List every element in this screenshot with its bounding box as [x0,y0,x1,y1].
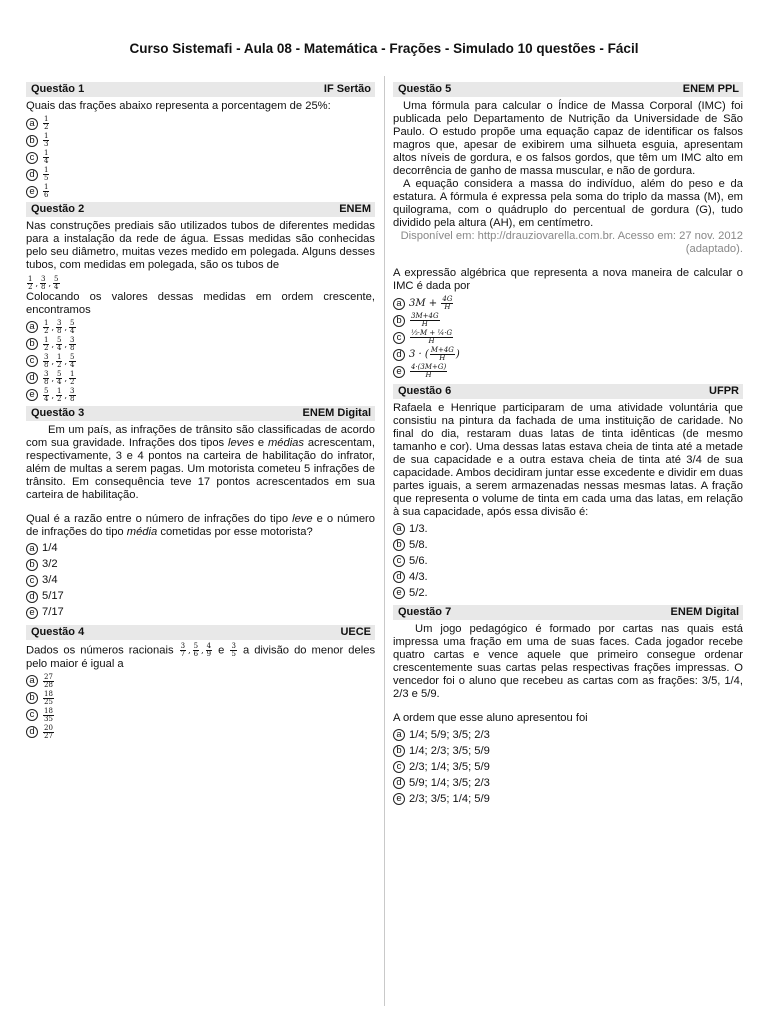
question-label: Questão 3 [31,406,85,419]
option-letter: c [26,709,38,721]
option-a[interactable] [393,295,743,312]
option-c[interactable] [393,759,743,775]
question-source: UECE [340,625,371,638]
option-text: 3/4 [42,574,58,586]
option-letter: e [393,793,405,805]
options-list [26,673,375,741]
question-label: Questão 2 [31,203,85,215]
option-text: 1/3. [409,522,428,535]
question-header [393,82,743,97]
fraction: $\frac{20}{27}$ [44,723,53,740]
question-prompt: A expressão algébrica que representa a nova maneira de calcular o IMC é dada por [393,267,743,292]
option-letter: a [26,675,38,687]
question-header [26,202,375,217]
question-label: Questão 7 [398,606,452,618]
option-d[interactable] [26,589,375,605]
option-letter: b [26,692,38,704]
options-list [393,727,743,807]
formula: $\frac{\text{⅓·M + ¼·G}}{H}$ [411,329,453,345]
option-text: 5/9; 1/4; 3/5; 2/3 [409,776,490,789]
options-list [26,541,375,621]
option-b[interactable] [26,557,375,573]
question-text: Um jogo pedagógico é formado por cartas nas quais está impressa uma fração em uma de suas faces. Cada jogador recebe quatro cartas e vence aquele que primeiro consegue ordenar crescentemente suas cartas pelas respectivas frações impressas. O vencedor foi o aluno que recebeu as cartas com as frações: 3/5, 1/4, 2/3 e 5/9. [393,623,743,700]
fraction: $\frac{5}{4}$ [57,369,62,386]
option-letter: e [26,186,38,198]
option-e[interactable] [26,605,375,621]
option-c[interactable] [26,573,375,589]
column-divider [384,76,385,1006]
option-letter: e [26,389,38,401]
question-5 [393,82,743,380]
question-source: ENEM Digital [302,406,371,419]
option-letter: a [26,321,38,333]
right-column [393,82,743,809]
question-text-2: A equação considera a massa do indivíduo, além do peso e da estatura. A fórmula é expressa pela soma do triplo da massa (M), em quilograma, com o quádruplo do percentual de gordura (G), tudo dividido pela altura (AH), em centímetro. [393,178,743,229]
option-letter: d [393,349,405,361]
fraction: $\frac{1}{2}$ [70,369,75,386]
option-letter: b [393,539,405,551]
fraction: $\frac{5}{4}$ [57,335,62,352]
formula: 3M + $\frac{4G}{H}$ [409,295,453,311]
option-d[interactable]: d $\frac{3}{8}$ , $\frac{5}{4}$ , $\frac{1}{2}$ [26,370,375,387]
option-letter: d [393,571,405,583]
question-source: IF Sertão [323,83,371,95]
fraction: $\frac{1}{2}$ [28,275,33,291]
option-text: 1/4; 2/3; 3/5; 5/9 [409,744,490,757]
option-letter: e [26,607,38,619]
question-header [393,384,743,399]
fraction: $\frac{1}{2}$ [44,115,49,131]
option-letter: a [393,729,405,741]
question-3 [26,406,375,621]
formula: $\frac{3M+4G}{H}$ [411,312,439,328]
question-source: ENEM [339,203,371,215]
fraction: $\frac{1}{3}$ [44,132,49,148]
question-header [26,82,375,97]
fraction: $\frac{18}{25}$ [44,689,53,706]
fraction: $\frac{3}{8}$ [70,386,75,403]
option-c[interactable] [26,707,375,724]
option-b[interactable] [26,132,375,149]
option-letter: d [26,726,38,738]
option-a[interactable]: a $\frac{1}{2}$ , $\frac{3}{8}$ , $\frac{5}{4}$ [26,319,375,336]
fraction: $\frac{3}{8}$ [57,318,62,335]
question-text-2: Colocando os valores dessas medidas em ordem crescente, encontramos [26,290,375,316]
left-column [26,82,375,743]
option-d[interactable] [26,166,375,183]
option-letter: c [26,152,38,164]
option-text: 4/3. [409,570,428,583]
source-note: Disponível em: http://drauziovarella.com.br. Acesso em: 27 nov. 2012 (adaptado). [400,230,743,255]
option-e[interactable] [26,183,375,200]
question-prompt: A ordem que esse aluno apresentou foi [393,712,588,724]
option-letter: a [393,523,405,535]
question-source: ENEM Digital [670,606,739,618]
option-b[interactable] [26,690,375,707]
question-source: UFPR [709,385,739,397]
question-header [26,625,375,640]
option-c[interactable] [393,329,743,346]
option-letter: d [26,591,38,603]
fraction: $\frac{1}{6}$ [44,183,49,199]
fraction: $\frac{5}{4}$ [44,386,49,403]
fraction: $\frac{5}{4}$ [70,352,75,369]
fraction: $\frac{3}{8}$ [44,352,49,369]
question-prompt: Qual é a razão entre o número de infrações do tipo leve e o número de infrações do tipo média cometidas por esse motorista? [26,512,375,538]
option-a[interactable] [26,115,375,132]
option-letter: c [393,332,405,344]
question-text: Rafaela e Henrique participaram de uma atividade voluntária que consistiu na pintura da fachada de uma instituição de caridade. No final do dia, restaram duas latas de tinta idênticas (de mesmo tamanho e cor). Uma dessas latas estava cheia de tinta até a metade de sua capacidade e a outra estava cheia de tinta até 3/4 de sua capacidade. Ambos decidiram juntar esse excedente e dividir em duas partes iguais, a serem armazenadas nessas mesmas latas. A fração que representa o volume de tinta em cada uma das latas, em relação à sua capacidade, após essa divisão é: [393,402,743,518]
option-b[interactable] [393,537,743,553]
option-a[interactable] [393,727,743,743]
page-title: Curso Sistemafi - Aula 08 - Matemática - Frações - Simulado 10 questões - Fácil [129,41,639,56]
question-2 [26,202,375,404]
question-1 [26,82,375,200]
option-letter: a [26,118,38,130]
option-text: 2/3; 1/4; 3/5; 5/9 [409,760,490,773]
option-c[interactable] [26,149,375,166]
options-list [26,319,375,404]
option-text: 5/8. [409,538,428,551]
fraction: $\frac{3}{7}$ [180,641,186,658]
option-letter: c [393,761,405,773]
question-text: Uma fórmula para calcular o Índice de Massa Corporal (IMC) foi publicada pelo Departamento de Nutrição da Universidade de São Paulo. O estudo propõe uma equação capaz de identificar os falsos magros que, apesar de exibirem uma silhueta esguia, apresentam altos níveis de gordura, e os falsos gordos, que têm um IMC alto em decorrência de ganho de massa muscular, e não de gordura. [393,100,743,177]
question-text: Nas construções prediais são utilizados tubos de diferentes medidas para a instalação da rede de água. Essas medidas são conhecidas pelo seu diâmetro, muitas vezes medido em polegada. Alguns desses tubos, com medidas em polegada, são os tubos de [26,220,375,271]
question-header [26,406,375,421]
option-letter: a [26,543,38,555]
option-letter: b [26,135,38,147]
option-a[interactable] [26,541,375,557]
option-letter: d [26,169,38,181]
option-b[interactable] [393,312,743,329]
fraction: $\frac{1}{2}$ [44,335,49,352]
fraction: $\frac{3}{8}$ [70,335,75,352]
option-c[interactable]: c $\frac{3}{8}$ , $\frac{1}{2}$ , $\frac{5}{4}$ [26,353,375,370]
question-text: Em um país, as infrações de trânsito são classificadas de acordo com sua gravidade. Infrações dos tipos leves e médias acrescentam, respectivamente, 3 e 4 pontos na carteira de habilitação do infrator, além de multas a serem pagas. Um motorista cometeu 5 infrações de trânsito. Em consequência teve 17 pontos acrescentados em sua carteira de habilitação. [26,423,375,501]
fraction: $\frac{1}{5}$ [44,166,49,182]
question-header [393,605,743,620]
option-b[interactable]: b $\frac{1}{2}$ , $\frac{5}{4}$ , $\frac{3}{8}$ [26,336,375,353]
option-letter: d [393,777,405,789]
fraction: $\frac{3}{8}$ [44,369,49,386]
option-e[interactable] [393,585,743,601]
fraction: $\frac{1}{2}$ [57,386,62,403]
question-label: Questão 4 [31,625,85,638]
fraction: $\frac{1}{2}$ [44,318,49,335]
option-letter: b [393,315,405,327]
option-b[interactable] [393,743,743,759]
option-c[interactable] [393,553,743,569]
options-list [393,521,743,601]
option-letter: b [26,559,38,571]
option-letter: c [26,575,38,587]
fraction: $\frac{1}{2}$ [57,352,62,369]
options-list [26,115,375,200]
option-text: 1/4; 5/9; 3/5; 2/3 [409,728,490,741]
fraction: $\frac{4}{9}$ [206,641,212,658]
option-d[interactable] [393,775,743,791]
option-text: 7/17 [42,606,64,618]
option-letter: b [393,745,405,757]
formula: 3 · ( $\frac{M+4G}{H}$ ) [409,346,460,362]
option-a[interactable] [393,521,743,537]
option-letter: c [26,355,38,367]
question-4 [26,625,375,741]
question-text: Quais das frações abaixo representa a porcentagem de 25%: [26,100,331,112]
options-list [393,295,743,380]
fraction: $\frac{3}{8}$ [41,275,46,291]
fraction: $\frac{18}{35}$ [44,706,53,723]
fraction: $\frac{5}{4}$ [70,318,75,335]
option-letter: b [26,338,38,350]
option-letter: d [26,372,38,384]
question-source: ENEM PPL [682,83,739,95]
formula: $\frac{4\cdot(3M+G)}{H}$ [411,363,447,379]
question-text: Dados os números racionais $\frac{3}{7}$ , $\frac{5}{6}$ , $\frac{4}{9}$ e $\frac{3}{5}$ a divisão do menor deles pelo maior é igual a [26,641,376,670]
question-7 [393,605,743,807]
question-label: Questão 5 [398,83,452,95]
option-letter: c [393,555,405,567]
fraction: $\frac{27}{28}$ [44,672,53,689]
option-text: 3/2 [42,558,58,570]
tube-sizes: $\frac{1}{2}$ , $\frac{3}{8}$ , $\frac{5}{4}$ [28,275,59,291]
option-text: 5/6. [409,554,428,567]
fraction: $\frac{5}{4}$ [54,275,59,291]
option-d[interactable] [26,724,375,741]
option-e[interactable] [393,791,743,807]
option-text: 2/3; 3/5; 1/4; 5/9 [409,792,490,805]
option-e[interactable] [393,363,743,380]
option-text: 5/2. [409,586,428,599]
fraction: $\frac{5}{6}$ [193,641,199,658]
option-text: 1/4 [42,542,58,554]
option-letter: e [393,366,405,378]
option-d[interactable] [393,346,743,363]
option-text: 5/17 [42,590,64,602]
option-letter: e [393,587,405,599]
option-e[interactable]: e $\frac{5}{4}$ , $\frac{1}{2}$ , $\frac{3}{8}$ [26,387,375,404]
option-letter: a [393,298,405,310]
fraction: $\frac{1}{4}$ [44,149,49,165]
option-a[interactable] [26,673,375,690]
question-label: Questão 6 [398,385,452,397]
fraction: $\frac{3}{5}$ [231,641,236,658]
question-label: Questão 1 [31,83,85,95]
option-d[interactable] [393,569,743,585]
question-6 [393,384,743,601]
